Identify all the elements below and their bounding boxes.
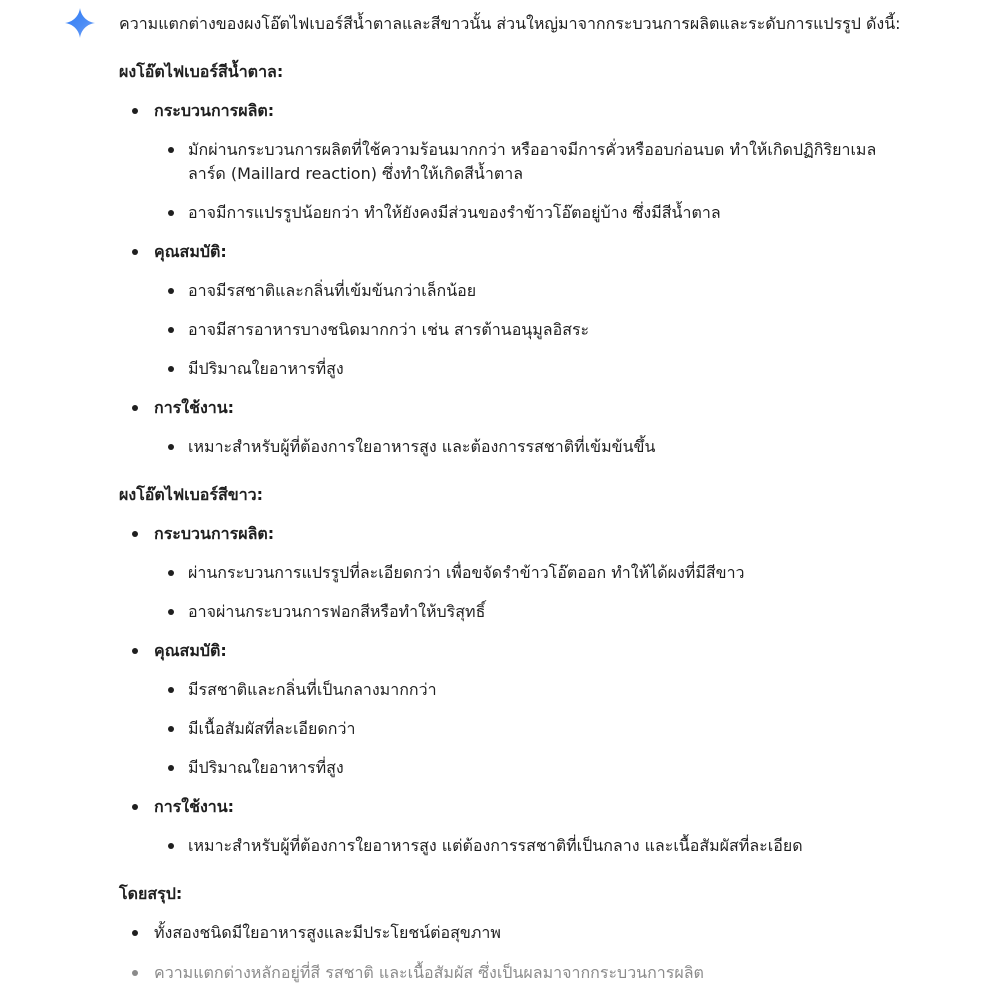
list-item-text: ผ่านกระบวนการแปรรูปที่ละเอียดกว่า เพื่อขจัดรำข้าวโอ๊ตออก ทำให้ได้ผงที่มีสีขาว xyxy=(188,563,745,582)
white-usage-list xyxy=(154,834,889,858)
brown-usage-list xyxy=(154,435,889,459)
list-item-text: อาจมีรสชาติและกลิ่นที่เข้มข้นกว่าเล็กน้อย xyxy=(188,281,477,300)
bullet-dot xyxy=(168,765,174,771)
list-item xyxy=(154,600,889,624)
white-process-list xyxy=(154,561,889,624)
response-body xyxy=(119,60,889,1001)
bullet-dot xyxy=(168,288,174,294)
list-item xyxy=(154,717,889,741)
summary-list xyxy=(119,921,889,985)
brown-properties-label: คุณสมบัติ: xyxy=(154,242,227,261)
list-item xyxy=(119,795,889,858)
brown-section-list xyxy=(119,99,889,459)
list-item xyxy=(154,756,889,780)
intro-text: ความแตกต่างของผงโอ๊ตไฟเบอร์สีน้ำตาลและสีขาวนั้น ส่วนใหญ่มาจากกระบวนการผลิตและระดับการแปรรูป ดังนี้: xyxy=(119,14,901,33)
list-item-text: อาจมีสารอาหารบางชนิดมากกว่า เช่น สารต้านอนุมูลอิสระ xyxy=(188,320,590,339)
brown-process-label: กระบวนการผลิต: xyxy=(154,101,275,120)
list-item-text: มีรสชาติและกลิ่นที่เป็นกลางมากกว่า xyxy=(188,680,437,699)
bullet-dot xyxy=(168,210,174,216)
list-item xyxy=(154,318,889,342)
list-item-text: เหมาะสำหรับผู้ที่ต้องการใยอาหารสูง แต่ต้องการรสชาติที่เป็นกลาง และเนื้อสัมผัสที่ละเอียด xyxy=(188,836,803,855)
list-item-text: อาจมีการแปรรูปน้อยกว่า ทำให้ยังคงมีส่วนของรำข้าวโอ๊ตอยู่บ้าง ซึ่งมีสีน้ำตาล xyxy=(188,203,721,222)
list-item-text: มีปริมาณใยอาหารที่สูง xyxy=(188,359,344,378)
bullet-dot xyxy=(132,648,138,654)
bullet-dot xyxy=(168,444,174,450)
white-process-label: กระบวนการผลิต: xyxy=(154,524,275,543)
brown-properties-list xyxy=(154,279,889,381)
bullet-dot xyxy=(168,687,174,693)
list-item-text: มีเนื้อสัมผัสที่ละเอียดกว่า xyxy=(188,719,356,738)
bullet-dot xyxy=(132,930,138,936)
list-item xyxy=(119,639,889,780)
white-properties-label: คุณสมบัติ: xyxy=(154,641,227,660)
list-item xyxy=(154,279,889,303)
bullet-dot xyxy=(132,249,138,255)
list-item xyxy=(119,522,889,624)
white-properties-list xyxy=(154,678,889,780)
list-item-text: ความแตกต่างหลักอยู่ที่สี รสชาติ และเนื้อสัมผัส ซึ่งเป็นผลมาจากกระบวนการผลิต xyxy=(154,963,704,982)
list-item xyxy=(119,396,889,459)
list-item xyxy=(154,201,889,225)
bullet-dot xyxy=(168,726,174,732)
bullet-dot xyxy=(132,108,138,114)
bullet-dot xyxy=(168,147,174,153)
list-item-text: เหมาะสำหรับผู้ที่ต้องการใยอาหารสูง และต้องการรสชาติที่เข้มข้นขึ้น xyxy=(188,437,656,456)
list-item xyxy=(154,138,889,186)
list-item-text: มีปริมาณใยอาหารที่สูง xyxy=(188,758,344,777)
list-item xyxy=(119,240,889,381)
white-section-title: ผงโอ๊ตไฟเบอร์สีขาว: xyxy=(119,485,264,504)
gemini-sparkle-icon xyxy=(64,7,96,39)
bullet-dot xyxy=(132,970,138,976)
brown-section-title: ผงโอ๊ตไฟเบอร์สีน้ำตาล: xyxy=(119,62,284,81)
white-usage-label: การใช้งาน: xyxy=(154,797,235,816)
white-section-list xyxy=(119,522,889,858)
brown-usage-label: การใช้งาน: xyxy=(154,398,235,417)
bullet-dot xyxy=(168,327,174,333)
bullet-dot xyxy=(132,531,138,537)
list-item xyxy=(119,921,889,945)
list-item-text: มักผ่านกระบวนการผลิตที่ใช้ความร้อนมากกว่า หรืออาจมีการคั่วหรืออบก่อนบด ทำให้เกิดปฏิกิริยาเมลลาร์ด (Maillard reaction) ซึ่งทำให้เกิดสีน้ำตาล xyxy=(188,140,877,183)
list-item-text: อาจผ่านกระบวนการฟอกสีหรือทำให้บริสุทธิ์ xyxy=(188,602,486,621)
bullet-dot xyxy=(168,570,174,576)
list-item xyxy=(154,435,889,459)
list-item-text: ทั้งสองชนิดมีใยอาหารสูงและมีประโยชน์ต่อสุขภาพ xyxy=(154,923,501,942)
summary-title: โดยสรุป: xyxy=(119,884,183,903)
list-item xyxy=(119,961,889,985)
bullet-dot xyxy=(168,609,174,615)
brown-process-list xyxy=(154,138,889,225)
list-item xyxy=(154,561,889,585)
bullet-dot xyxy=(168,843,174,849)
bullet-dot xyxy=(132,804,138,810)
list-item xyxy=(154,357,889,381)
bullet-dot xyxy=(132,405,138,411)
list-item xyxy=(119,99,889,225)
list-item xyxy=(154,678,889,702)
bullet-dot xyxy=(168,366,174,372)
list-item xyxy=(154,834,889,858)
